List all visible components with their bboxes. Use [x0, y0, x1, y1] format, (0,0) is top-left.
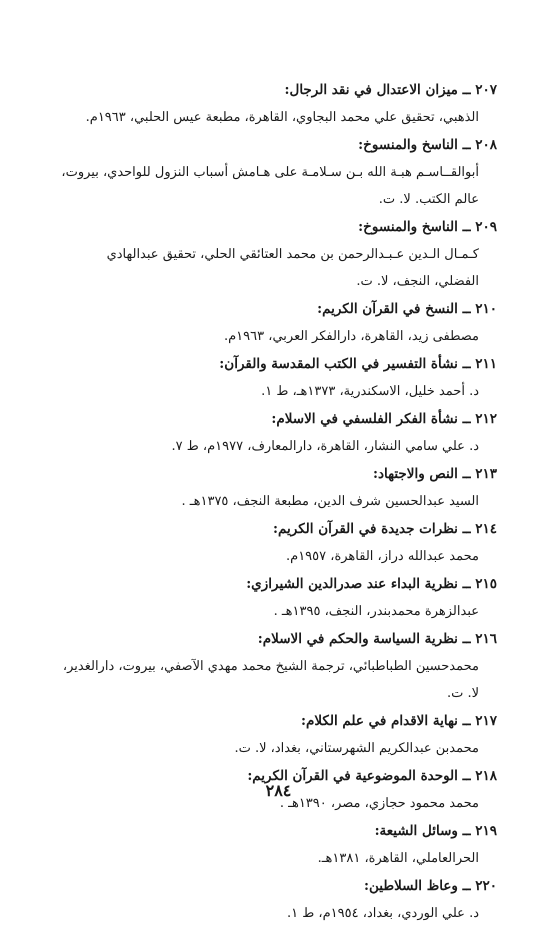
entry-reference: د. أحمد خليل، الاسكندرية، ١٣٧٣هـ، ط ١. [261, 384, 479, 399]
bibliography-entry [60, 515, 497, 570]
entry-reference: أبوالقــاسـم هبـة الله بـن سـلامـة على هـامش أسباب النزول للواحدي، بيروت، عالم الكتب. لا. ت. [61, 165, 479, 207]
bibliography-entry [60, 131, 497, 213]
entry-title: ٢١٨ ــ الوحدة الموضوعية في القرآن الكريم: [247, 768, 497, 784]
bibliography-entry [60, 295, 497, 350]
entry-reference: محمدحسين الطباطبائي، ترجمة الشيخ محمد مهدي الآصفي، بيروت، دارالغدير، لا. ت. [62, 659, 479, 701]
bibliography-entry [60, 570, 497, 625]
entry-reference: مصطفى زيد، القاهرة، دارالفكر العربي، ١٩٦٣م. [223, 329, 479, 344]
bibliography-entry [60, 817, 497, 872]
bibliography-entry [60, 872, 497, 927]
entry-reference: السيد عبدالحسين شرف الدين، مطبعة النجف، ١٣٧٥هـ . [181, 494, 479, 509]
bibliography-entry [60, 460, 497, 515]
bibliography-entry [60, 350, 497, 405]
entry-title: ٢٢٠ ــ وعاظ السلاطين: [364, 878, 497, 894]
entry-reference: الذهبي، تحقيق علي محمد البجاوي، القاهرة، مطبعة عيس الحلبي، ١٩٦٣م. [85, 110, 479, 125]
entry-title: ٢١٩ ــ وسائل الشيعة: [374, 823, 497, 839]
entry-reference: د. علي الوردي، بغداد، ١٩٥٤م، ط ١. [287, 906, 479, 921]
page-number: ٢٨٤ [265, 781, 292, 800]
entry-title: ٢١٤ ــ نظرات جديدة في القرآن الكريم: [273, 521, 497, 537]
entry-reference: د. علي سامي النشار، القاهرة، دارالمعارف، ١٩٧٧م، ط ٧. [171, 439, 479, 454]
entry-title: ٢١٧ ــ نهاية الاقدام في علم الكلام: [301, 713, 497, 729]
entry-title: ٢٠٨ ــ الناسخ والمنسوخ: [358, 137, 497, 153]
bibliography-entry [60, 625, 497, 707]
entry-reference: كـمـال الـدين عـبـدالرحمن بن محمد العتائقي الحلي، تحقيق عبدالهادي الفضلي، النجف، لا. ت. [106, 247, 479, 289]
entry-title: ٢١٢ ــ نشأة الفكر الفلسفي في الاسلام: [271, 411, 497, 427]
entry-reference: محمد محمود حجازي، مصر، ١٣٩٠هـ . [279, 796, 479, 811]
bibliography-entry [60, 707, 497, 762]
bibliography-entry [60, 213, 497, 295]
bibliography-entry [60, 405, 497, 460]
entry-reference: عبدالزهرة محمدبندر، النجف، ١٣٩٥هـ . [273, 604, 479, 619]
entry-title: ٢١٣ ــ النص والاجتهاد: [373, 466, 497, 482]
entry-reference: الحرالعاملي، القاهرة، ١٣٨١هـ. [317, 851, 479, 866]
entry-title: ٢٠٧ ــ ميزان الاعتدال في نقد الرجال: [284, 82, 497, 98]
entry-reference: محمد عبدالله دراز، القاهرة، ١٩٥٧م. [286, 549, 479, 564]
entry-title: ٢١٦ ــ نظرية السياسة والحكم في الاسلام: [257, 631, 497, 647]
entry-title: ٢١٥ ــ نظرية البداء عند صدرالدين الشيرازي: [246, 576, 497, 592]
bibliography-entry [60, 76, 497, 131]
entry-title: ٢٠٩ ــ الناسخ والمنسوخ: [358, 219, 497, 235]
entry-reference: محمدبن عبدالكريم الشهرستاني، بغداد، لا. ت. [234, 741, 479, 756]
entry-title: ٢١١ ــ نشأة التفسير في الكتب المقدسة والقرآن: [219, 356, 497, 372]
entry-title: ٢١٠ ــ النسخ في القرآن الكريم: [317, 301, 497, 317]
